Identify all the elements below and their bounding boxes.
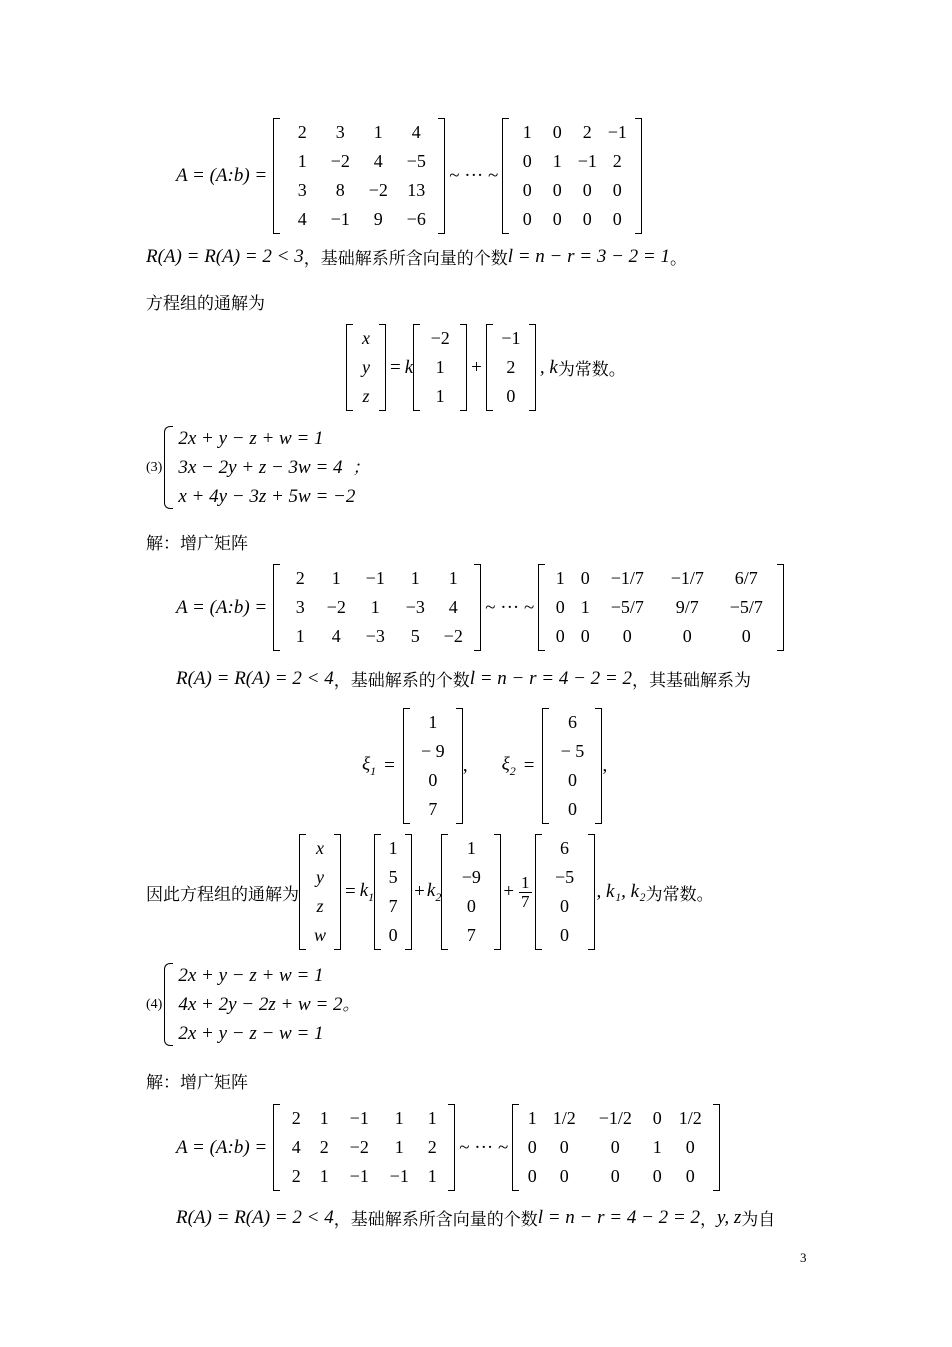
matrix-cell: 6/7	[734, 568, 758, 588]
vector-entry: 1	[428, 712, 438, 732]
basis-vector-2	[542, 708, 602, 824]
matrix-cell: 0	[522, 151, 532, 171]
system-line: 4x + 2y − 2z + w = 2。	[178, 994, 360, 1015]
matrix-cell: 1	[394, 1108, 404, 1128]
matrix-cell: 0	[555, 597, 565, 617]
general-solution-3	[146, 834, 714, 950]
vector-entry: 6	[560, 838, 570, 858]
matrix-cell: 2	[612, 151, 622, 171]
rank-text-2: ，	[699, 1210, 717, 1230]
matrix-cell: 0	[552, 209, 562, 229]
vector-entry: 0	[560, 925, 570, 945]
vector-entry: 7	[428, 799, 438, 819]
general-solution-label-1: 方程组的通解为	[146, 294, 265, 314]
matrix-cell: 1	[580, 597, 590, 617]
matrix-cell: 8	[335, 180, 345, 200]
matrix-cell: 0	[527, 1137, 537, 1157]
matrix-cell: 0	[522, 209, 532, 229]
matrix-cell: 0	[559, 1166, 569, 1186]
rank-statement-4	[176, 1205, 775, 1230]
matrix-cell: 1	[527, 1108, 537, 1128]
matrix-cell: 0	[582, 180, 592, 200]
matrix-cell: 3	[335, 122, 345, 142]
equation-system	[164, 961, 359, 1048]
vector-entry: x	[316, 838, 324, 858]
matrix-cell: 0	[612, 180, 622, 200]
solution-tail-text: 为常数。	[645, 884, 714, 905]
matrix-cell: 0	[682, 626, 692, 646]
matrix-cell: −5/7	[610, 597, 644, 617]
matrix-cell: 1	[394, 1137, 404, 1157]
matrix-cell: 2	[297, 122, 307, 142]
rank-math-count: l = n − r = 3 − 2 = 1	[507, 245, 670, 267]
matrix-cell: 2	[295, 568, 305, 588]
matrix-cell: 4	[448, 597, 458, 617]
solution-tail-math: , k₁, k₂	[596, 881, 646, 902]
rank-math-count: l = n − r = 4 − 2 = 2	[469, 667, 632, 689]
matrix-cell: 2	[427, 1137, 437, 1157]
matrix-cell: 0	[559, 1137, 569, 1157]
matrix-cell: −1/7	[670, 568, 704, 588]
problem-label: (4)	[146, 996, 163, 1012]
matrix-cell: −3	[405, 597, 425, 617]
matrix-cell: 0	[652, 1166, 662, 1186]
tilde-ellipsis: ~ ··· ~	[449, 165, 499, 186]
matrix-cell: 1	[319, 1108, 329, 1128]
k-coefficient: k	[404, 356, 414, 378]
tilde-ellipsis: ~ ··· ~	[485, 596, 535, 618]
vector-entry: 0	[388, 925, 398, 945]
matrix-cell: 4	[297, 209, 307, 229]
matrix-cell: 1/2	[552, 1108, 576, 1128]
vector-entry: 0	[506, 386, 516, 406]
rank-math: R(A) = R(A) = 2 < 3	[146, 245, 304, 267]
matrix-cell: −1	[389, 1166, 409, 1186]
vector-entry: 0	[466, 896, 476, 916]
general-solution-1: x y z = k −2 1 1 + −1 2 0 , k 为常数。	[346, 324, 626, 411]
vector-entry: −1	[501, 328, 521, 348]
matrix-cell: −1	[330, 209, 350, 229]
basis-vectors-3: $\xi_1$ = 1 − 9 0 7 , $\xi_2$ = 6 − 5 0 0 ,	[362, 708, 607, 824]
vector-entry: y	[316, 867, 324, 887]
matrix-cell: 2	[319, 1137, 329, 1157]
matrix-cell: 1	[319, 1166, 329, 1186]
matrix-cell: −3	[365, 626, 385, 646]
matrix-cell: −2	[368, 180, 388, 200]
free-variables: y, z	[716, 1206, 742, 1228]
matrix-cell: 3	[295, 597, 305, 617]
matrix-right	[512, 1104, 720, 1191]
matrix-left	[273, 118, 445, 234]
solution-tail-text: 为常数。	[557, 360, 626, 380]
matrix-cell: −2	[330, 151, 350, 171]
solution-vector-1	[413, 324, 467, 411]
matrix-cell: −2	[443, 626, 463, 646]
vector-entry: 0	[567, 770, 577, 790]
matrix-cell: 4	[373, 151, 383, 171]
solve-label-3: 解：增广矩阵	[146, 534, 248, 554]
matrix-cell: −1	[349, 1166, 369, 1186]
vector-entry: x	[362, 328, 370, 348]
matrix-cell: 2	[582, 122, 592, 142]
rank-text: ，基础解系所含向量的个数	[333, 1210, 538, 1230]
vector-entry: 1	[435, 357, 445, 377]
solution-expression: x y z w = $k_1$ 1 5 7 0 + $k_2$ 1 −9 0 7 + $\frac{1}{7}$ 6 −5 0 0 , k₁, k₂ 为常数。	[299, 834, 714, 950]
matrix-cell: 0	[685, 1137, 695, 1157]
matrix-cell: −1	[349, 1108, 369, 1128]
matrix-cell: 1	[552, 151, 562, 171]
matrix-cell: 1	[410, 568, 420, 588]
matrix-cell: 0	[527, 1166, 537, 1186]
basis-vector-1	[403, 708, 463, 824]
matrix-cell: 1	[652, 1137, 662, 1157]
vector-entry: 0	[428, 770, 438, 790]
matrix-cell: 0	[582, 209, 592, 229]
matrix-cell: 0	[555, 626, 565, 646]
matrix-cell: 1	[370, 597, 380, 617]
vector-entry: 5	[388, 867, 398, 887]
vector-entry: z	[316, 896, 324, 916]
vector-entry: − 5	[560, 741, 585, 761]
augmented-matrix-equation-4	[176, 1104, 720, 1191]
matrix-cell: 3	[297, 180, 307, 200]
equation-lhs: A = (A:b) =	[176, 165, 268, 186]
augmented-matrix-equation-1	[176, 118, 642, 234]
matrix-cell: 0	[552, 180, 562, 200]
matrix-cell: 0	[552, 122, 562, 142]
matrix-cell: 1	[427, 1108, 437, 1128]
xi2-label: $\xi_2$	[501, 753, 516, 778]
solution-label: 因此方程组的通解为	[146, 884, 299, 905]
matrix-left	[273, 1104, 455, 1191]
matrix-cell: 0	[622, 626, 632, 646]
problem-3	[146, 424, 370, 511]
k2-coefficient: $k_2$	[426, 879, 442, 904]
matrix-cell: −6	[406, 209, 426, 229]
matrix-right	[538, 564, 784, 651]
matrix-cell: −1	[607, 122, 627, 142]
matrix-cell: 1	[522, 122, 532, 142]
rank-text-3: 为自	[741, 1210, 776, 1230]
system-line: 2x + y − z + w = 1	[178, 965, 324, 986]
vector-entry: 0	[567, 799, 577, 819]
rank-text-2: ，其基础解系为	[631, 671, 751, 691]
vector-entry: 1	[388, 838, 398, 858]
matrix-cell: −1/7	[610, 568, 644, 588]
augmented-matrix-equation-3	[176, 564, 784, 651]
rank-end: 。	[669, 249, 687, 269]
matrix-cell: −1	[577, 151, 597, 171]
particular-vector-3	[535, 834, 595, 950]
equation-lhs: A = (A:b) =	[176, 1136, 268, 1158]
vector-entry: z	[362, 386, 370, 406]
k1-coefficient: $k_1$	[359, 879, 375, 904]
vector-entry: −9	[461, 867, 481, 887]
matrix-cell: −2	[326, 597, 346, 617]
matrix-cell: 1	[295, 626, 305, 646]
matrix-cell: 4	[291, 1137, 301, 1157]
matrix-cell: −5/7	[729, 597, 763, 617]
matrix-cell: 1	[555, 568, 565, 588]
matrix-cell: 0	[652, 1108, 662, 1128]
matrix-cell: 0	[610, 1166, 620, 1186]
matrix-cell: 9	[373, 209, 383, 229]
solution-tail-math: , k	[539, 356, 558, 378]
matrix-cell: −5	[406, 151, 426, 171]
rank-statement-3	[176, 666, 751, 691]
matrix-cell: 0	[610, 1137, 620, 1157]
system-line: 3x − 2y + z − 3w = 4 ；	[178, 457, 370, 478]
matrix-cell: 1	[331, 568, 341, 588]
matrix-right	[502, 118, 642, 234]
vector-entry: y	[362, 357, 370, 377]
problem-4	[146, 961, 360, 1048]
solution-vector-2	[441, 834, 501, 950]
vector-entry: 1	[435, 386, 445, 406]
page-number: 3	[800, 1250, 807, 1265]
matrix-cell: 0	[580, 626, 590, 646]
matrix-cell: 1	[297, 151, 307, 171]
matrix-cell: 0	[580, 568, 590, 588]
system-line: 2x + y − z + w = 1	[178, 428, 324, 449]
rank-math-count: l = n − r = 4 − 2 = 2	[537, 1206, 700, 1228]
equation-lhs: A = (A:b) =	[176, 596, 268, 618]
rank-math: R(A) = R(A) = 2 < 4	[176, 667, 334, 689]
matrix-cell: 4	[411, 122, 421, 142]
matrix-cell: 1	[448, 568, 458, 588]
vector-entry: 6	[567, 712, 577, 732]
vector-entry: −5	[554, 867, 575, 887]
rank-statement-1	[146, 244, 687, 269]
matrix-cell: 4	[331, 626, 341, 646]
particular-vector-1	[486, 324, 536, 411]
vector-entry: 7	[466, 925, 476, 945]
matrix-left	[273, 564, 481, 651]
variable-vector	[346, 324, 386, 411]
matrix-cell: 2	[291, 1166, 301, 1186]
vector-entry: 0	[560, 896, 570, 916]
tilde-ellipsis: ~ ··· ~	[459, 1136, 509, 1158]
solve-label-4: 解：增广矩阵	[146, 1073, 248, 1093]
rank-text: ，基础解系的个数	[333, 671, 470, 691]
matrix-cell: 1	[427, 1166, 437, 1186]
xi1-label: $\xi_1$	[362, 753, 377, 778]
matrix-cell: 1/2	[678, 1108, 702, 1128]
matrix-cell: 0	[522, 180, 532, 200]
solution-vector-1	[374, 834, 412, 950]
system-line: 2x + y − z − w = 1	[178, 1023, 324, 1044]
matrix-cell: 2	[291, 1108, 301, 1128]
matrix-cell: −2	[349, 1137, 369, 1157]
vector-entry: −2	[430, 328, 450, 348]
vector-entry: w	[313, 925, 326, 945]
equation-system	[164, 424, 369, 511]
problem-label: (3)	[146, 459, 163, 475]
matrix-cell: −1/2	[598, 1108, 632, 1128]
rank-text: ，基础解系所含向量的个数	[303, 249, 508, 269]
fraction-one-seventh: $\frac{1}{7}$	[521, 872, 530, 911]
matrix-cell: 0	[741, 626, 751, 646]
rank-math: R(A) = R(A) = 2 < 4	[176, 1206, 334, 1228]
vector-entry: − 9	[421, 741, 445, 761]
matrix-cell: 1	[373, 122, 383, 142]
matrix-cell: 13	[407, 180, 426, 200]
matrix-cell: −1	[365, 568, 385, 588]
variable-vector	[299, 834, 341, 950]
matrix-cell: 9/7	[675, 597, 699, 617]
vector-entry: 1	[466, 838, 476, 858]
vector-entry: 2	[506, 357, 516, 377]
matrix-cell: 0	[612, 209, 622, 229]
matrix-cell: 0	[685, 1166, 695, 1186]
matrix-cell: 5	[410, 626, 420, 646]
system-line: x + 4y − 3z + 5w = −2	[178, 486, 356, 507]
vector-entry: 7	[388, 896, 398, 916]
